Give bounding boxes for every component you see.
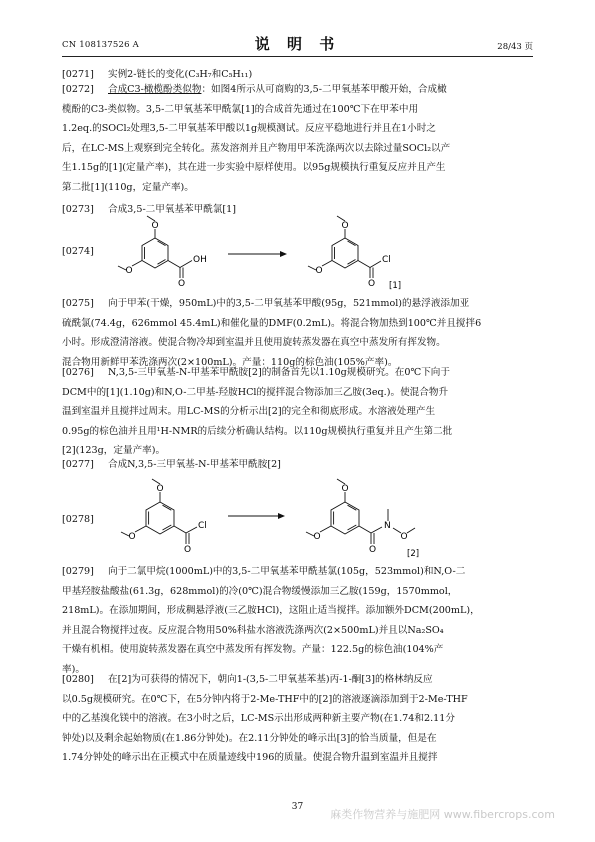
paragraph-line: 第二批[1](110g，定量产率)。: [62, 181, 194, 193]
atom-o: O: [341, 484, 349, 494]
paragraph-line: 小时。形成澄清溶液。使混合物冷却到室温并且使用旋转蒸发器在真空中蒸发所有挥发物。: [62, 337, 446, 348]
paragraph-number: [0273]: [62, 204, 94, 215]
atom-o: O: [313, 532, 321, 542]
document-title: 说 明 书: [254, 35, 341, 53]
atom-o: O: [125, 266, 133, 276]
atom-o: O: [341, 221, 349, 231]
paragraph-number: [0277]: [62, 459, 94, 470]
paragraph-line: [62, 294, 536, 314]
reaction-arrow: [228, 251, 287, 257]
paragraph-line: 干燥有机相。使用旋转蒸发器在真空中蒸发所有挥发物。产量：122.5g的棕色油(104%产: [62, 644, 444, 655]
atom-o: O: [156, 484, 164, 494]
paragraph-line: 甲基羟胺盐酸盐(61.3g，628mmol)的冷(0℃)混合物缓慢添加三乙胺(159g，1570mmol，: [62, 585, 458, 597]
paragraph-line: 0.95g的棕色油并且用¹H-NMR的后续分析确认结构。以110g规模执行重复并且产生第二批: [62, 425, 453, 437]
atom-o: O: [315, 266, 323, 276]
paragraph-line-text: 向于二氯甲烷(1000mL)中的3,5-二甲氧基苯甲酰基氯(105g，523mmol)和N,O-二: [108, 566, 466, 577]
paragraph-text: 实例2-链长的变化(C₃H₇和C₅H₁₁): [108, 69, 253, 80]
product-structure: [306, 479, 415, 544]
page-number: 37: [291, 802, 304, 812]
paragraph-line: 硫酰氯(74.4g，626mmol 45.4mL)和催化量的DMF(0.2mL)。将混合物加热到100℃并且搅拌6: [62, 317, 482, 329]
atom-o: O: [368, 545, 377, 555]
atom-o: O: [128, 532, 136, 542]
atom-o: O: [183, 545, 192, 555]
paragraph-number: [0276]: [62, 367, 94, 378]
paragraph-line: 1.2eq.的SOCl₂处理3,5-二甲氧基苯甲酸以1g规模测试。反应平稳地进行并且在1小时之: [62, 123, 436, 134]
paragraph-line: [62, 562, 536, 582]
paragraph-number: [0271]: [62, 69, 94, 80]
paragraph-line: 后，在LC-MS上观察到完全转化。蒸发溶剂并且产物用甲苯洗涤两次以去除过量SOCl₂以产: [62, 142, 451, 154]
atom-cl: Cl: [382, 255, 391, 265]
paragraph-number: [0272]: [62, 84, 94, 95]
header-rule: [62, 56, 533, 57]
paragraph-number-0274: [0274]: [62, 246, 94, 257]
paragraph-number: [0280]: [62, 674, 94, 685]
paragraph-number-0278: [0278]: [62, 514, 94, 525]
paragraph-line: 生1.15g的[1](定量产率)，其在进一步实验中原样使用。以95g规模执行重复反应并且产生: [62, 162, 446, 173]
paragraph-line: 中的乙基溴化镁中的溶液。在3小时之后，LC-MS示出形成两种新主要产物(在1.74和2.11分: [62, 713, 455, 724]
paragraph-line: DCM中的[1](1.10g)和N,O-二甲基-羟胺HCl的搅拌混合物添加三乙胺(3eq.)。使混合物升: [62, 386, 449, 398]
paragraph-line: [62, 80, 536, 100]
paragraph-text: 合成N,3,5-三甲氧基-N-甲基苯甲酰胺[2]: [108, 459, 281, 470]
paragraph-line: 温到室温并且搅拌过周末。用LC-MS的分析示出[2]的完全和彻底形成。水溶液处理产生: [62, 406, 436, 417]
compound-label: [2]: [407, 549, 420, 559]
compound-label: [1]: [389, 281, 402, 290]
paragraph-line: 率)。: [62, 663, 85, 675]
paragraph-line: 以0.5g规模研究。在0℃下，在5分钟内将于2-Me-THF中的[2]的溶液逐滴添加到于2-Me-THF: [62, 693, 468, 705]
paragraph-line: 榄酚的C3-类似物。3,5-二甲氧基苯甲酰氯[1]的合成首先通过在100℃下在甲苯中用: [62, 103, 419, 115]
atom-cl: Cl: [198, 521, 207, 531]
atom-o: O: [177, 279, 186, 289]
paragraph-text: 合成3,5-二甲氧基苯甲酰氯[1]: [108, 204, 237, 215]
paragraph-line: [62, 670, 536, 690]
underlined-heading: 合成C3-橄榄酚类似物: [108, 84, 202, 95]
paragraph-line-text: 在[2]为可获得的情况下，朝向1-(3,5-二甲氧基苯基)丙-1-酮[3]的格林纳反应: [108, 674, 433, 685]
watermark: 麻类作物营养与施肥网 www.fibercrops.com: [330, 808, 555, 821]
reaction-arrow: [228, 513, 285, 519]
page-indicator: 28/43 页: [497, 42, 533, 52]
paragraph-0277: [62, 456, 281, 470]
paragraph-line: 1.74分钟处的峰示出在正模式中在质量迹线中196的质量。使混合物升温到室温并且搅拌: [62, 752, 438, 763]
paragraph-line: [62, 363, 536, 383]
paragraph-0271: [62, 66, 252, 80]
paragraph-line: 钟处)以及剩余起始物质(在1.86分钟处)。在2.11分钟处的峰示出[3]的恰当质量，但是在: [62, 732, 437, 744]
paragraph-number: [0279]: [62, 566, 94, 577]
atom-o: O: [151, 221, 159, 231]
publication-number: CN 108137526 A: [62, 40, 139, 50]
atom-n: N: [384, 521, 391, 531]
atom-oh: OH: [193, 255, 207, 265]
atom-o: O: [400, 532, 408, 542]
paragraph-line-text: 向于甲苯(干燥，950mL)中的3,5-二甲氧基苯甲酸(95g，521mmol)的悬浮液添加亚: [108, 298, 470, 309]
paragraph-line: 并且混合物搅拌过夜。反应混合物用50%科盐水溶液洗涤两次(2×500mL)并且以Na₂SO₄: [62, 624, 444, 636]
paragraph-line: 218mL)。在添加期间，形成稠悬浮液(三乙胺HCl)，这阻止适当搅拌。添加额外DCM(200mL)，: [62, 605, 480, 616]
paragraph-line: [2](123g，定量产率)。: [62, 445, 166, 456]
paragraph-line: 混合物用新鲜甲苯洗涤两次(2×100mL)。产量：110g的棕色油(105%产率)。: [62, 356, 398, 368]
reaction-scheme-2: [100, 472, 440, 566]
paragraph-number: [0275]: [62, 298, 94, 309]
paragraph-line-text: N,3,5-三甲氧基-N-甲基苯甲酰胺[2]的制备首先以1.10g规模研究。在0℃下向于: [108, 367, 450, 378]
atom-o: O: [367, 279, 376, 289]
paragraph-line-text: ：如图4所示从可商购的3,5-二甲氧基苯甲酸开始，合成橄: [201, 84, 447, 95]
reaction-scheme-1: [100, 212, 430, 290]
